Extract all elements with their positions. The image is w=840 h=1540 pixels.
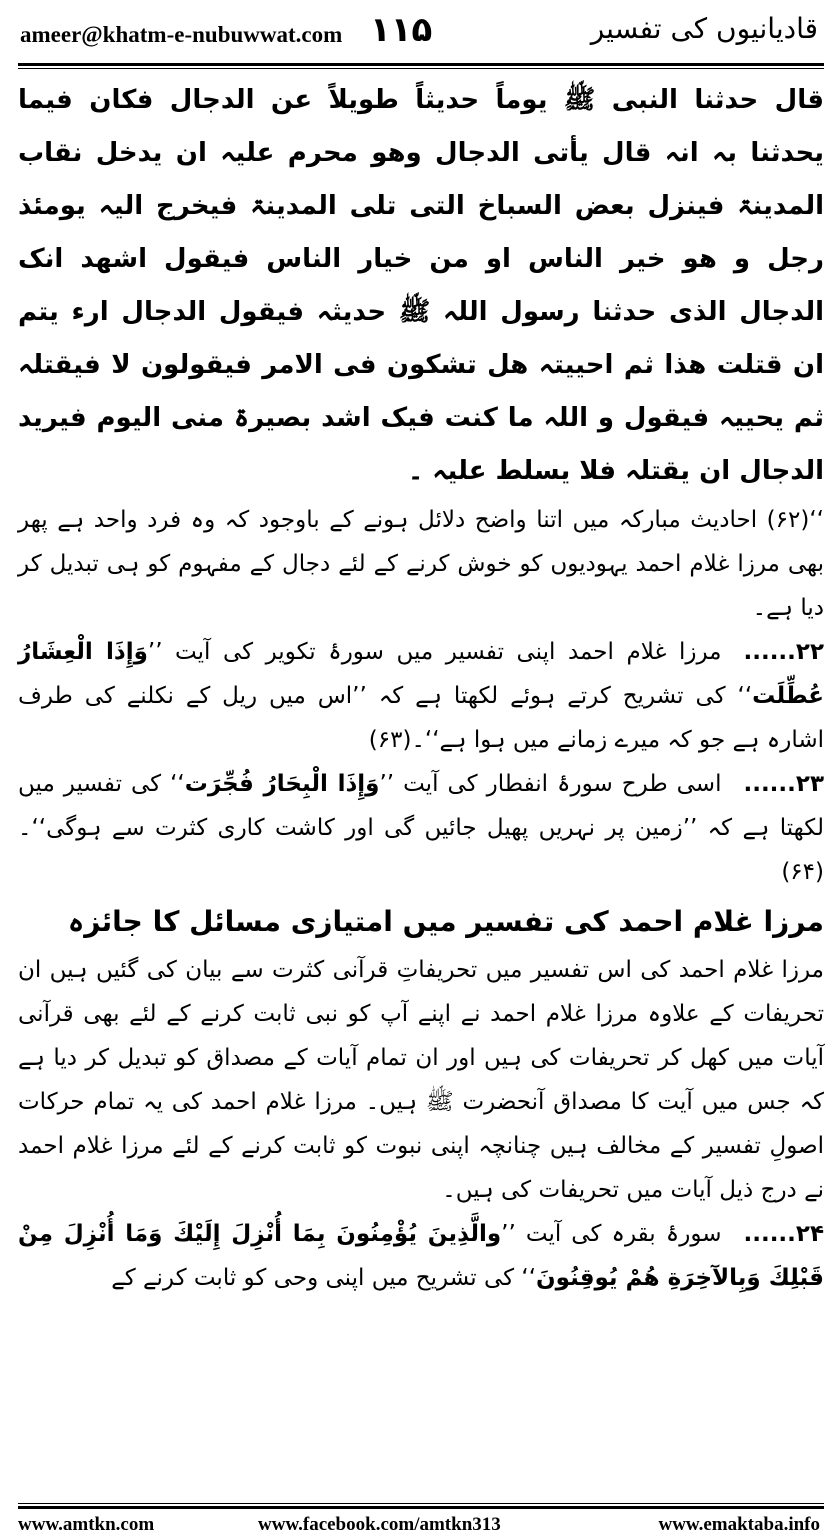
section-heading: مرزا غلام احمد کی تفسیر میں امتیازی مسائل کا جائزہ [67,905,824,938]
book-title: قادیانیوں کی تفسیر [590,12,818,45]
ayah-takweer: وَإِذَا الْعِشَارُ عُطِّلَت [18,639,824,709]
item-number-23: ۲۳...... [743,771,824,797]
paragraph-24-intro: سورۂ بقرہ کی آیت ’’ [501,1221,722,1247]
arabic-hadith: قال حدثنا النبی ﷺ یوماً حدیثاً طویلاً عن الدجال فکان فیما یحدثنا بہ انہ قال یأتی الدجال وھو محرم علیہ ان یدخل نقاب المدینۃ فینزل بعض السباخ التی تلی المدینۃ فیخرج الیہ یومئذ رجل و ھو خیر الناس او من خیار الناس فیقول اشھد انک الدجال الذی حدثنا رسول اللہ ﷺ حدیثہ فیقول الدجال ارء یتم ان قتلت ھذا ثم احییتہ ھل تشکون فی الامر فیقولون لا فیقتلہ ثم یحییہ فیقول و اللہ ما کنت فیک اشد بصیرۃ منی الیوم فیرید الدجال ان یقتلہ فلا یسلط علیہ ۔ [18,85,824,486]
page-number: ۱۱۵ [370,10,433,50]
paragraph-22-rest: ‘‘ کی تشریح کرتے ہوئے لکھتا ہے کہ ’’اس میں ریل کے نکلنے کی طرف اشارہ ہے جو کہ میرے زمانے میں ہوا ہے‘‘۔(۶۳) [18,683,824,753]
paragraph-24 [18,1212,824,1300]
footer-rule-thick [18,1506,824,1509]
section-body: مرزا غلام احمد کی اس تفسیر میں تحریفاتِ قرآنی کثرت سے بیان کی گئیں ہیں ان تحریفات کے علاوہ مرزا غلام احمد نے اپنے آپ کو نبی ثابت کرنے کے لئے بھی قرآنی آیات میں کھل کر تحریفات کی ہیں اور ان تمام آیات کے مصداق کو تبدیل کر دیا ہے کہ جس میں آیت کا مصداق آنحضرت ﷺ ہیں۔ مرزا غلام احمد کی یہ تمام حرکات اصولِ تفسیر کے مخالف ہیں چنانچہ اپنی نبوت کو ثابت کرنے کے لئے مرزا غلام احمد نے درج ذیل آیات میں تحریفات کی ہیں۔ [18,957,824,1203]
paragraph-23-rest: ‘‘ کی تفسیر میں لکھتا ہے کہ ’’زمین پر نہریں پھیل جائیں گی اور کاشت کاری کثرت سے ہوگی‘‘۔(۶۴) [18,771,824,885]
footer-rule-thin [18,1503,824,1504]
page-footer [0,1512,840,1540]
header-email: ameer@khatm-e-nubuwwat.com [20,22,343,47]
item-number-22: ۲۲...... [743,639,824,665]
item-number-24: ۲۴...... [743,1221,824,1247]
page-content [18,74,824,1300]
paragraph-24-rest: ‘‘ کی تشریح میں اپنی وحی کو ثابت کرنے کے [111,1265,537,1291]
ayah-infitar: وَإِذَا الْبِحَارُ فُجِّرَت [184,771,380,797]
paragraph-22 [18,630,824,762]
header-rule-thin [18,68,824,69]
footer-link-facebook[interactable]: www.facebook.com/amtkn313 [258,1514,501,1535]
paragraph-62: ‘‘(۶۲) احادیث مبارکہ میں اتنا واضح دلائل ہونے کے باوجود کہ وہ فرد واحد ہے پھر بھی مرزا غلام احمد یہودیوں کو خوش کرنے کے لئے دجال کے مفہوم کو ہی تبدیل کر دیا ہے۔ [18,507,824,621]
paragraph-23-intro: اسی طرح سورۂ انفطار کی آیت ’’ [379,771,722,797]
header-rule-thick [18,63,824,66]
paragraph-22-intro: مرزا غلام احمد اپنی تفسیر میں سورۂ تکویر کی آیت ’’ [147,639,722,665]
paragraph-23 [18,762,824,894]
footer-link-amtkn[interactable]: www.amtkn.com [18,1514,155,1535]
footer-link-emaktaba[interactable]: www.emaktaba.info [658,1514,820,1535]
page-header [0,0,840,72]
ayah-baqarah: والَّذِينَ يُؤْمِنُونَ بِمَا أُنْزِلَ إِلَيْكَ وَمَا أُنْزِلَ مِنْ قَبْلِكَ وَبِالآخِرَةِ هُمْ يُوقِنُونَ [18,1221,824,1291]
